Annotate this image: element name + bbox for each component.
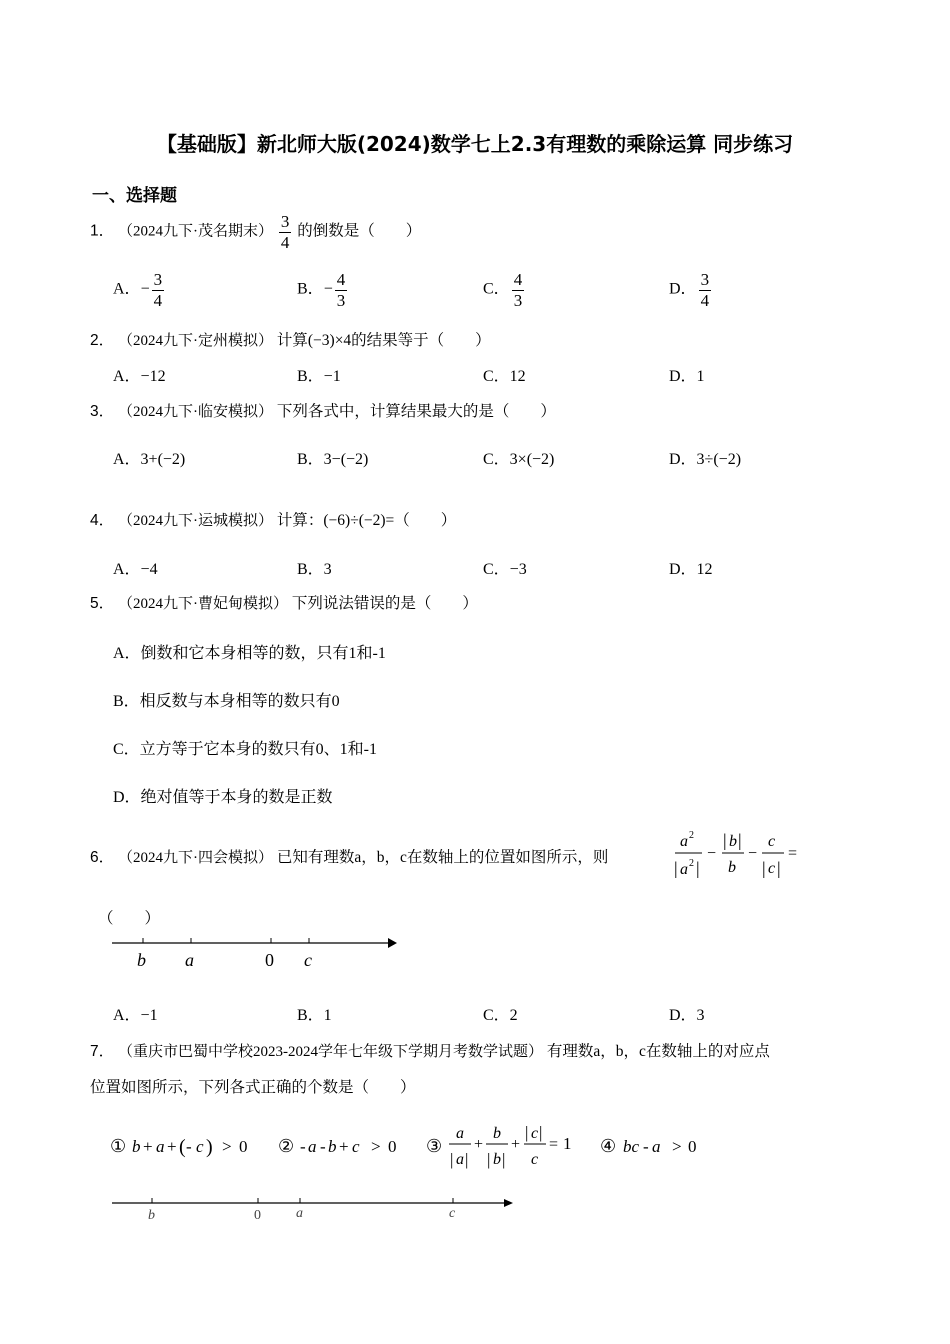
svg-text:(: ( [179, 1136, 186, 1158]
svg-text:2: 2 [689, 830, 694, 841]
option-d[interactable]: D．3 [669, 1007, 705, 1024]
option-d[interactable]: D．绝对值等于本身的数是正数 [113, 789, 333, 806]
svg-text:|: | [696, 858, 700, 878]
svg-text:|: | [465, 1150, 469, 1169]
label-c: c [449, 1206, 456, 1221]
svg-text:bc: bc [623, 1137, 640, 1156]
svg-text:|: | [723, 830, 727, 850]
marker-3: ③ [426, 1136, 443, 1156]
question-paren: （ ） [98, 910, 161, 927]
page-title: 【基础版】新北师大版(2024)数学七上2.3有理数的乘除运算 同步练习 [156, 132, 794, 156]
option-c[interactable]: C．3×(−2) [483, 451, 555, 468]
svg-text:>: > [371, 1137, 381, 1156]
section-heading: 一、选择题 [92, 186, 177, 206]
option-d[interactable]: D．3÷(−2) [669, 451, 742, 468]
denominator: 4 [700, 290, 710, 310]
svg-text:−: − [748, 845, 758, 862]
question-1 [90, 212, 421, 252]
question-number: 3． [90, 403, 115, 420]
svg-text:2: 2 [689, 858, 694, 869]
option-b[interactable]: B．3 [297, 561, 332, 578]
q7-number-line [108, 1193, 528, 1229]
question-number: 6． [90, 849, 115, 866]
label-b: b [137, 950, 146, 970]
option-label: B． [297, 280, 324, 298]
denominator: 4 [153, 290, 163, 310]
option-b[interactable]: B．相反数与本身相等的数只有0 [113, 693, 340, 710]
option-a[interactable]: A．−1 [113, 1007, 158, 1024]
option-label: A． [113, 280, 141, 298]
label-zero: 0 [254, 1208, 261, 1223]
svg-text:0: 0 [239, 1137, 248, 1156]
question-text: 计算(−3)×4的结果等于（ ） [276, 332, 491, 349]
question-text-line2: 位置如图所示，下列各式正确的个数是（ ） [90, 1079, 416, 1096]
q7-statements [110, 1118, 710, 1179]
svg-text:a: a [456, 1125, 464, 1142]
label-b: b [148, 1208, 155, 1223]
question-6 [90, 845, 608, 867]
numerator: 4 [336, 270, 346, 289]
svg-text:-: - [643, 1137, 649, 1156]
denominator: 4 [280, 232, 290, 252]
svg-text:b: b [132, 1137, 141, 1156]
question-source: （2024九下·临安模拟） [118, 404, 273, 420]
numerator: 3 [280, 212, 290, 231]
numerator: 3 [153, 270, 163, 289]
svg-text:c: c [352, 1137, 360, 1156]
question-source: （2024九下·茂名期末） [118, 223, 273, 240]
svg-text:b: b [493, 1151, 501, 1168]
question-number: 5． [90, 595, 115, 612]
svg-text:|: | [777, 858, 781, 878]
svg-text:a: a [652, 1137, 661, 1156]
question-source: （2024九下·运城模拟） [118, 513, 273, 529]
option-a[interactable]: A．−12 [113, 368, 166, 385]
svg-text:c: c [531, 1151, 539, 1168]
svg-text:a: a [680, 861, 688, 878]
svg-text:c: c [768, 833, 776, 850]
marker-1: ① [110, 1136, 127, 1156]
option-c[interactable]: C．−3 [483, 561, 527, 578]
svg-text:+: + [167, 1137, 177, 1156]
option-b[interactable] [297, 270, 349, 310]
question-text: 计算：(−6)÷(−2)=（ ） [276, 512, 457, 529]
svg-text:|: | [502, 1150, 506, 1169]
question-text: 已知有理数a，b，c在数轴上的位置如图所示，则 [276, 849, 609, 866]
svg-text:|: | [738, 830, 742, 850]
option-c[interactable]: C．12 [483, 368, 526, 385]
fraction [512, 270, 525, 310]
svg-text:−: − [707, 845, 717, 862]
question-5 [90, 591, 478, 613]
option-a[interactable]: A．3+(−2) [113, 451, 186, 468]
question-source: （重庆市巴蜀中学校2023-2024学年七年级下学期月考数学试题） [118, 1044, 543, 1060]
question-source: （2024九下·四会模拟） [118, 850, 273, 866]
option-a[interactable]: A．−4 [113, 561, 158, 578]
question-number: 7． [90, 1043, 115, 1060]
svg-text:b: b [729, 833, 737, 850]
svg-text:-: - [300, 1137, 306, 1156]
svg-text:-: - [186, 1137, 192, 1156]
option-b[interactable]: B．−1 [297, 368, 341, 385]
svg-text:>: > [672, 1137, 682, 1156]
svg-text:|: | [539, 1123, 543, 1142]
svg-text:|: | [450, 1150, 454, 1169]
svg-text:a: a [680, 833, 688, 850]
option-d[interactable] [669, 270, 713, 310]
option-c[interactable] [483, 270, 526, 310]
question-number: 1． [90, 222, 115, 240]
fraction [335, 270, 348, 310]
svg-text:0: 0 [688, 1137, 697, 1156]
marker-2: ② [278, 1136, 295, 1156]
fraction [699, 270, 712, 310]
option-label: D． [669, 280, 697, 298]
option-a[interactable]: A．倒数和它本身相等的数，只有1和-1 [113, 645, 386, 662]
question-source: （2024九下·定州模拟） [118, 333, 273, 349]
numerator: 4 [513, 270, 523, 289]
question-2 [90, 328, 491, 350]
option-d[interactable]: D．12 [669, 561, 713, 578]
numerator: 3 [700, 270, 710, 289]
svg-text:+: + [474, 1136, 484, 1153]
label-a: a [185, 950, 194, 970]
fraction [152, 270, 165, 310]
svg-text:=: = [788, 845, 798, 862]
option-label: C． [483, 280, 510, 298]
label-c: c [304, 950, 312, 970]
denominator: 3 [336, 290, 346, 310]
svg-text:b: b [728, 859, 736, 876]
svg-text:+: + [511, 1136, 521, 1153]
question-text: 有理数a，b，c在数轴上的对应点 [546, 1043, 770, 1060]
question-text: 的倒数是（ ） [297, 222, 422, 240]
svg-text:>: > [222, 1137, 232, 1156]
label-a: a [296, 1206, 303, 1221]
question-3 [90, 399, 556, 421]
marker-4: ④ [600, 1136, 617, 1156]
svg-text:0: 0 [388, 1137, 397, 1156]
svg-text:=: = [549, 1136, 559, 1153]
svg-text:|: | [525, 1123, 529, 1142]
svg-text:b: b [328, 1137, 337, 1156]
svg-text:|: | [674, 858, 678, 878]
q6-formula [672, 824, 812, 884]
question-source: （2024九下·曹妃甸模拟） [118, 596, 288, 612]
svg-text:c: c [196, 1137, 204, 1156]
svg-text:b: b [493, 1125, 501, 1142]
svg-text:-: - [320, 1137, 326, 1156]
label-zero: 0 [265, 950, 274, 970]
svg-text:|: | [762, 858, 766, 878]
svg-text:+: + [339, 1137, 349, 1156]
question-number: 4． [90, 512, 115, 529]
option-d[interactable]: D．1 [669, 368, 705, 385]
minus-sign: − [140, 280, 150, 298]
option-b[interactable]: B．3−(−2) [297, 451, 369, 468]
svg-text:): ) [206, 1136, 213, 1158]
svg-text:1: 1 [563, 1134, 572, 1153]
option-b[interactable]: B．1 [297, 1007, 332, 1024]
question-4 [90, 508, 456, 530]
option-a[interactable] [113, 270, 166, 310]
statements-svg [110, 1118, 710, 1174]
fraction [279, 212, 292, 252]
question-text: 下列各式中，计算结果最大的是（ ） [276, 403, 556, 420]
svg-text:|: | [487, 1150, 491, 1169]
svg-text:c: c [768, 860, 776, 877]
svg-text:a: a [456, 1151, 464, 1168]
arrow-icon [388, 938, 397, 948]
arrow-icon [504, 1199, 513, 1207]
question-number: 2． [90, 332, 115, 349]
denominator: 3 [513, 290, 523, 310]
option-c[interactable]: C．2 [483, 1007, 518, 1024]
svg-text:a: a [308, 1137, 317, 1156]
svg-text:c: c [531, 1125, 539, 1142]
option-c[interactable]: C．立方等于它本身的数只有0、1和-1 [113, 741, 378, 758]
svg-text:a: a [156, 1137, 165, 1156]
minus-sign: − [323, 280, 333, 298]
q6-number-line [108, 930, 408, 975]
svg-text:+: + [143, 1137, 153, 1156]
question-text: 下列说法错误的是（ ） [291, 595, 478, 612]
question-7 [90, 1039, 770, 1061]
